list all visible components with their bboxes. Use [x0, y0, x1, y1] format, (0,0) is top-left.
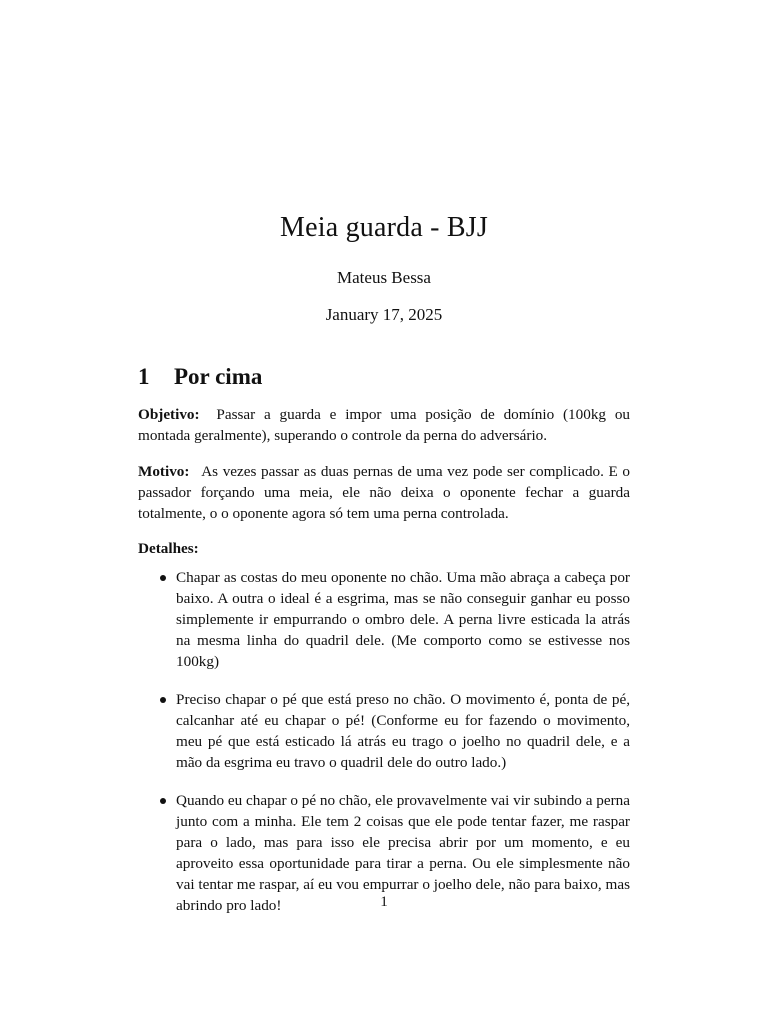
objetivo-label: Objetivo:	[138, 406, 200, 423]
section-number: 1	[138, 364, 150, 389]
section-heading	[138, 364, 262, 390]
list-item-text: Chapar as costas do meu oponente no chão. Uma mão abraça a cabeça por baixo. A outra o ideal é a esgrima, mas se não conseguir ganhar eu posso simplemente ir empurrando o ombro dele. A perna livre esticada la atrás na mesma linha do quadril dele. (Me comporto como se estivesse nos 100kg)	[176, 569, 630, 670]
objetivo-paragraph	[138, 404, 630, 446]
bullet-icon	[160, 798, 166, 804]
list-item	[138, 689, 630, 773]
list-item-text: Preciso chapar o pé que está preso no chão. O movimento é, ponta de pé, calcanhar até eu chapar o pé! (Conforme eu for fazendo o movimento, meu pé que está esticado lá atrás eu trago o joelho no quadril dele, e a mão da esgrima eu travo o quadril dele do outro lado.)	[176, 691, 630, 771]
motivo-text: As vezes passar as duas pernas de uma vez pode ser complicado. E o passador forçando uma meia, ele não deixa o oponente fechar a guarda totalmente, o o oponente agora só tem uma perna controlada.	[138, 463, 630, 522]
document-author: Mateus Bessa	[337, 268, 431, 287]
bullet-icon	[160, 575, 166, 581]
objetivo-text: Passar a guarda e impor uma posição de domínio (100kg ou montada geralmente), superando o controle da perna do adversário.	[138, 406, 631, 444]
section-title: Por cima	[174, 364, 263, 389]
list-item-text: Quando eu chapar o pé no chão, ele provavelmente vai vir subindo a perna junto com a minha. Ele tem 2 coisas que ele pode tentar fazer, me raspar para o lado, mas para isso ele precisa abrir por um momento, e eu aproveito essa oportunidade para tirar a perna. Ou ele simplesmente não vai tentar me raspar, aí eu vou empurrar o joelho dele, não para baixo, mas abrindo pro lado!	[176, 792, 630, 914]
detalhes-list	[138, 567, 630, 933]
detalhes-label: Detalhes:	[138, 540, 199, 557]
page-number: 1	[380, 893, 388, 910]
document-date: January 17, 2025	[325, 305, 443, 324]
motivo-paragraph	[138, 461, 630, 524]
bullet-icon	[160, 697, 166, 703]
motivo-label: Motivo:	[138, 463, 190, 480]
document-title: Meia guarda - BJJ	[280, 212, 488, 243]
list-item	[138, 567, 630, 672]
